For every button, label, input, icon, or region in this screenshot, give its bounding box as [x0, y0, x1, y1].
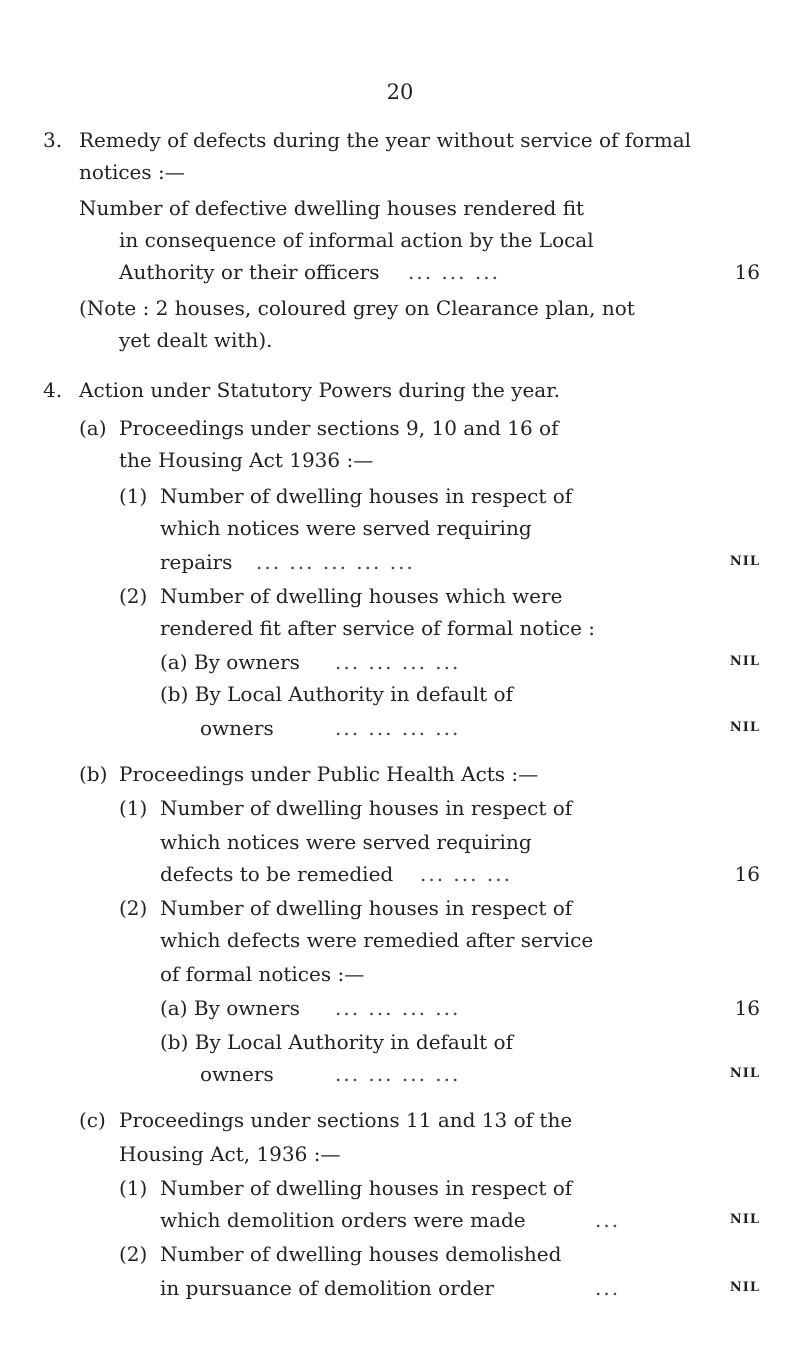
item-line: (a) By owners: [160, 996, 300, 1020]
leader-dots: ... ... ... ...: [335, 996, 461, 1020]
item-line: which defects were remedied after service: [160, 928, 594, 952]
subsection-a-label: (a): [79, 416, 107, 440]
item-line: (a) By owners: [160, 650, 300, 674]
subsection-c-label: (c): [79, 1108, 106, 1132]
item-line: owners: [200, 1062, 274, 1086]
section-3-title: Remedy of defects during the year without service of formal: [79, 128, 692, 152]
item-line: Number of dwelling houses in respect of: [160, 796, 573, 820]
item-value: NIL: [729, 1280, 760, 1295]
item-value: NIL: [729, 554, 760, 569]
section-3-note-cont: yet dealt with).: [119, 328, 273, 352]
subsection-b-heading: Proceedings under Public Health Acts :—: [119, 762, 539, 786]
subsection-a-heading: Proceedings under sections 9, 10 and 16 of: [119, 416, 559, 440]
section-3-value: 16: [734, 260, 760, 284]
leader-dots: ... ... ... ...: [335, 1062, 461, 1086]
item-value: 16: [734, 996, 760, 1020]
subsection-c-heading: Proceedings under sections 11 and 13 of the: [119, 1108, 573, 1132]
item-line: which demolition orders were made: [160, 1208, 526, 1232]
section-3-item-line: in consequence of informal action by the Local: [119, 228, 594, 252]
item-label: (2): [119, 896, 148, 920]
section-3-item-line: Authority or their officers: [119, 260, 380, 284]
item-line: repairs: [160, 550, 233, 574]
section-3-title-cont: notices :—: [79, 160, 185, 184]
item-label: (1): [119, 484, 148, 508]
leader-dots: ... ... ... ...: [335, 650, 461, 674]
item-value: NIL: [729, 654, 760, 669]
item-line: Number of dwelling houses in respect of: [160, 484, 573, 508]
item-value: 16: [734, 862, 760, 886]
item-line: Number of dwelling houses in respect of: [160, 896, 573, 920]
item-label: (2): [119, 1242, 148, 1266]
item-value: NIL: [729, 720, 760, 735]
item-line: defects to be remedied: [160, 862, 394, 886]
item-value: NIL: [729, 1066, 760, 1081]
item-label: (1): [119, 1176, 148, 1200]
item-line: (b) By Local Authority in default of: [160, 1030, 513, 1054]
item-line: which notices were served requiring: [160, 516, 532, 540]
section-3-number: 3.: [43, 128, 63, 152]
leader-dots: ... ... ...: [408, 260, 500, 284]
leader-dots: ... ... ... ...: [335, 716, 461, 740]
item-line: Number of dwelling houses which were: [160, 584, 563, 608]
subsection-a-heading-cont: the Housing Act 1936 :—: [119, 448, 374, 472]
leader-dots: ... ... ...: [420, 862, 512, 886]
item-line: Number of dwelling houses demolished: [160, 1242, 562, 1266]
item-label: (1): [119, 796, 148, 820]
leader-dots: ...: [595, 1208, 621, 1232]
item-line: (b) By Local Authority in default of: [160, 682, 513, 706]
item-line: in pursuance of demolition order: [160, 1276, 494, 1300]
item-value: NIL: [729, 1212, 760, 1227]
item-line: rendered fit after service of formal notice :: [160, 616, 596, 640]
item-line: Number of dwelling houses in respect of: [160, 1176, 573, 1200]
section-3-item-line: Number of defective dwelling houses rendered fit: [79, 196, 585, 220]
leader-dots: ...: [595, 1276, 621, 1300]
item-line: of formal notices :—: [160, 962, 365, 986]
item-line: owners: [200, 716, 274, 740]
page-number: 20: [386, 80, 414, 104]
section-4-number: 4.: [43, 378, 63, 402]
section-3-note: (Note : 2 houses, coloured grey on Clearance plan, not: [79, 296, 635, 320]
item-label: (2): [119, 584, 148, 608]
subsection-b-label: (b): [79, 762, 108, 786]
subsection-c-heading-cont: Housing Act, 1936 :—: [119, 1142, 341, 1166]
section-4-title: Action under Statutory Powers during the year.: [79, 378, 560, 402]
item-line: which notices were served requiring: [160, 830, 532, 854]
leader-dots: ... ... ... ... ...: [256, 550, 415, 574]
